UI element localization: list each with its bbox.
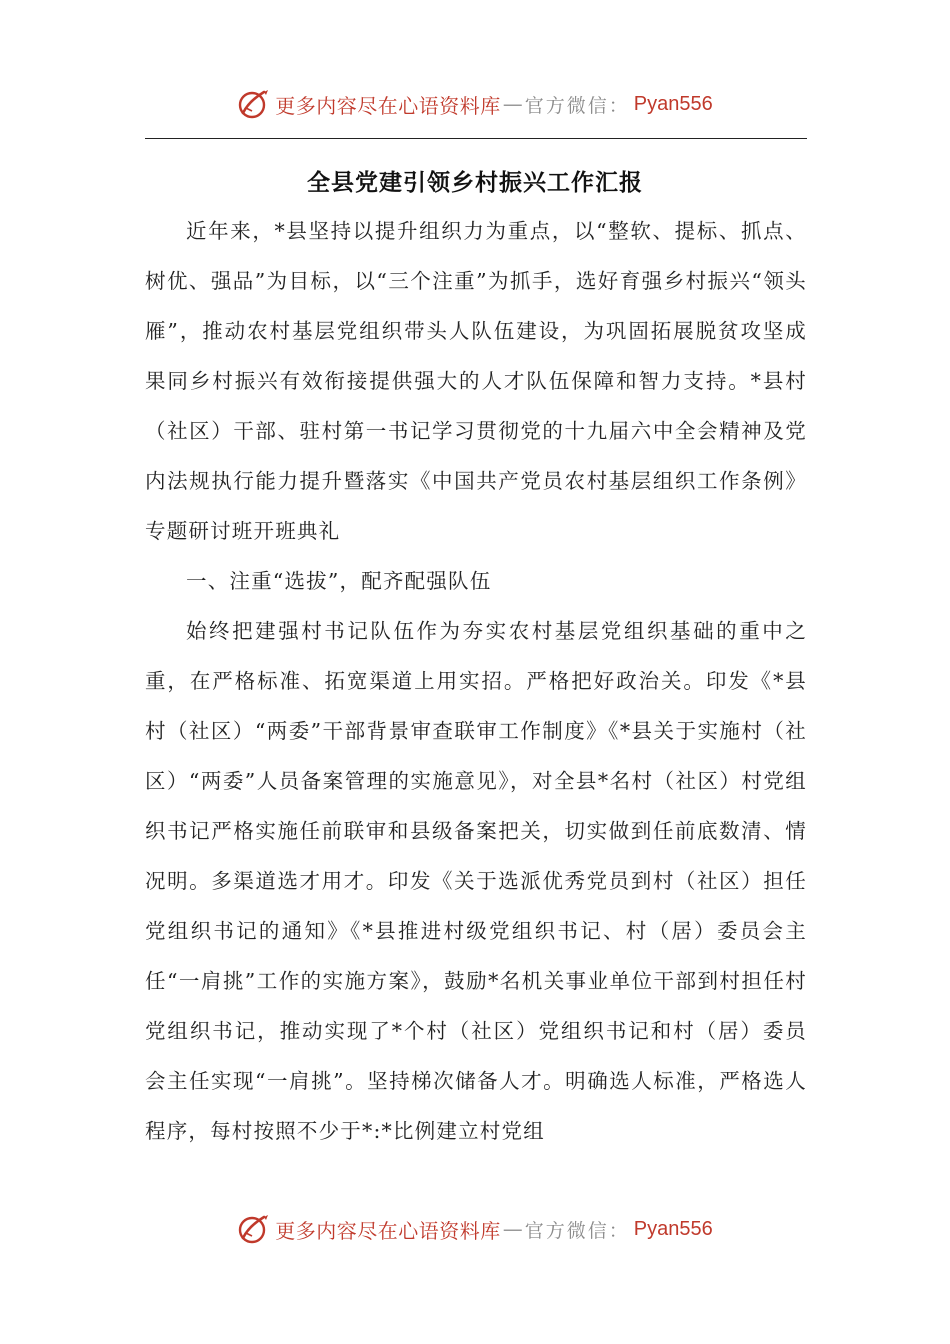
header-dash: —: [502, 92, 523, 116]
footer-site-text: 更多内容尽在心语资料库: [275, 1218, 501, 1243]
pen-logo-icon: [237, 87, 271, 121]
footer-dash: —: [502, 1217, 523, 1241]
document-body: [145, 206, 807, 1156]
header-divider: [145, 138, 807, 139]
footer-contact-label: 官方微信：: [524, 1219, 630, 1242]
paragraph-intro: 近年来，*县坚持以提升组织力为重点，以“整软、提标、抓点、树优、强品”为目标，以“三个注重”为抓手，选好育强乡村振兴“领头雁”，推动农村基层党组织带头人队伍建设，为巩固拓展脱贫攻坚成果同乡村振兴有效衔接提供强大的人才队伍保障和智力支持。*县村（社区）干部、驻村第一书记学习贯彻党的十九届六中全会精神及党内法规执行能力提升暨落实《中国共产党员农村基层组织工作条例》专题研讨班开班典礼: [145, 219, 807, 543]
document-title: 全县党建引领乡村振兴工作汇报: [307, 170, 643, 196]
section-heading: 一、注重“选拔”，配齐配强队伍: [186, 569, 492, 593]
header-site-text: 更多内容尽在心语资料库: [275, 93, 501, 118]
header-contact-label: 官方微信：: [524, 94, 630, 117]
pen-logo-icon: [237, 1212, 271, 1246]
footer-watermark-banner: [0, 1209, 950, 1249]
paragraph-section-1: 始终把建强村书记队伍作为夯实农村基层党组织基础的重中之重，在严格标准、拓宽渠道上用实招。严格把好政治关。印发《*县村（社区）“两委”干部背景审查联审工作制度》《*县关于实施村（社区）“两委”人员备案管理的实施意见》，对全县*名村（社区）村党组织书记严格实施任前联审和县级备案把关，切实做到任前底数清、情况明。多渠道选才用才。印发《关于选派优秀党员到村（社区）担任党组织书记的通知》《*县推进村级党组织书记、村（居）委员会主任“一肩挑”工作的实施方案》，鼓励*名机关事业单位干部到村担任村党组织书记，推动实现了*个村（社区）党组织书记和村（居）委员会主任实现“一肩挑”。坚持梯次储备人才。明确选人标准，严格选人程序，每村按照不少于*:*比例建立村党组: [145, 619, 807, 1143]
footer-contact-id: Pyan556: [633, 1217, 713, 1240]
header-contact-id: Pyan556: [633, 92, 713, 115]
header-watermark-banner: [0, 84, 950, 124]
